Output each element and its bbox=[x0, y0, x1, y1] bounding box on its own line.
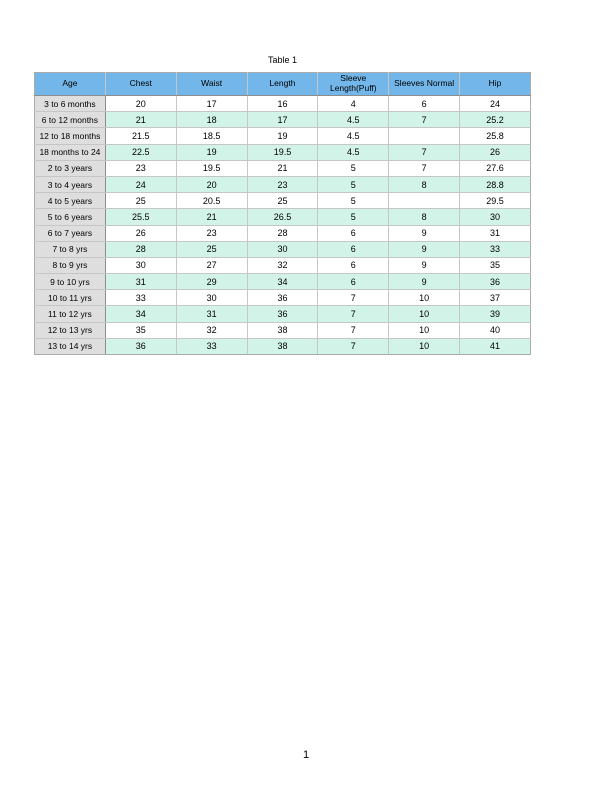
value-cell: 25.5 bbox=[105, 209, 176, 225]
value-cell: 30 bbox=[247, 241, 318, 257]
age-cell: 13 to 14 yrs bbox=[35, 338, 106, 354]
value-cell: 28 bbox=[105, 241, 176, 257]
value-cell: 9 bbox=[389, 225, 460, 241]
value-cell: 38 bbox=[247, 322, 318, 338]
value-cell: 10 bbox=[389, 322, 460, 338]
value-cell: 7 bbox=[318, 338, 389, 354]
value-cell: 6 bbox=[389, 96, 460, 112]
value-cell: 19 bbox=[247, 128, 318, 144]
value-cell: 24 bbox=[460, 96, 531, 112]
value-cell: 18 bbox=[176, 112, 247, 128]
value-cell: 10 bbox=[389, 306, 460, 322]
value-cell: 20 bbox=[105, 96, 176, 112]
value-cell: 25 bbox=[105, 193, 176, 209]
value-cell: 23 bbox=[105, 160, 176, 176]
value-cell: 36 bbox=[460, 274, 531, 290]
age-cell: 6 to 7 years bbox=[35, 225, 106, 241]
value-cell: 27 bbox=[176, 257, 247, 273]
table-header bbox=[35, 73, 531, 96]
value-cell: 5 bbox=[318, 193, 389, 209]
table-row bbox=[35, 322, 531, 338]
value-cell: 26 bbox=[105, 225, 176, 241]
value-cell: 23 bbox=[247, 176, 318, 192]
value-cell: 40 bbox=[460, 322, 531, 338]
column-header: Sleeves Normal bbox=[389, 73, 460, 96]
table-row bbox=[35, 128, 531, 144]
table-caption: Table 1 bbox=[267, 55, 298, 65]
value-cell: 36 bbox=[247, 290, 318, 306]
value-cell: 24 bbox=[105, 176, 176, 192]
age-cell: 18 months to 24 bbox=[35, 144, 106, 160]
value-cell: 5 bbox=[318, 160, 389, 176]
value-cell: 22.5 bbox=[105, 144, 176, 160]
value-cell: 21 bbox=[247, 160, 318, 176]
value-cell: 33 bbox=[460, 241, 531, 257]
table-row bbox=[35, 96, 531, 112]
value-cell: 29.5 bbox=[460, 193, 531, 209]
value-cell: 17 bbox=[247, 112, 318, 128]
value-cell: 20 bbox=[176, 176, 247, 192]
page-number: 1 bbox=[302, 749, 310, 761]
column-header: Age bbox=[35, 73, 106, 96]
column-header: Sleeve Length(Puff) bbox=[318, 73, 389, 96]
age-cell: 3 to 6 months bbox=[35, 96, 106, 112]
column-header: Hip bbox=[460, 73, 531, 96]
age-cell: 2 to 3 years bbox=[35, 160, 106, 176]
value-cell: 31 bbox=[105, 274, 176, 290]
header-row bbox=[35, 73, 531, 96]
value-cell: 26.5 bbox=[247, 209, 318, 225]
age-cell: 9 to 10 yrs bbox=[35, 274, 106, 290]
value-cell: 39 bbox=[460, 306, 531, 322]
age-cell: 7 to 8 yrs bbox=[35, 241, 106, 257]
value-cell: 4.5 bbox=[318, 144, 389, 160]
value-cell: 4 bbox=[318, 96, 389, 112]
table-row bbox=[35, 338, 531, 354]
age-cell: 12 to 18 months bbox=[35, 128, 106, 144]
value-cell: 8 bbox=[389, 209, 460, 225]
value-cell: 35 bbox=[460, 257, 531, 273]
value-cell: 32 bbox=[247, 257, 318, 273]
value-cell: 7 bbox=[318, 306, 389, 322]
value-cell: 33 bbox=[176, 338, 247, 354]
value-cell: 25.2 bbox=[460, 112, 531, 128]
table-row bbox=[35, 160, 531, 176]
value-cell: 30 bbox=[176, 290, 247, 306]
value-cell: 21 bbox=[176, 209, 247, 225]
size-chart-table bbox=[34, 72, 531, 355]
age-cell: 10 to 11 yrs bbox=[35, 290, 106, 306]
value-cell: 9 bbox=[389, 274, 460, 290]
column-header: Length bbox=[247, 73, 318, 96]
table-row bbox=[35, 241, 531, 257]
value-cell: 18.5 bbox=[176, 128, 247, 144]
value-cell: 30 bbox=[105, 257, 176, 273]
value-cell: 6 bbox=[318, 241, 389, 257]
value-cell: 7 bbox=[318, 290, 389, 306]
value-cell: 25 bbox=[176, 241, 247, 257]
age-cell: 8 to 9 yrs bbox=[35, 257, 106, 273]
value-cell: 10 bbox=[389, 290, 460, 306]
value-cell: 7 bbox=[389, 144, 460, 160]
value-cell: 34 bbox=[247, 274, 318, 290]
value-cell: 4.5 bbox=[318, 112, 389, 128]
age-cell: 6 to 12 months bbox=[35, 112, 106, 128]
value-cell: 27.6 bbox=[460, 160, 531, 176]
table-row bbox=[35, 225, 531, 241]
age-cell: 11 to 12 yrs bbox=[35, 306, 106, 322]
value-cell: 31 bbox=[176, 306, 247, 322]
value-cell: 7 bbox=[389, 160, 460, 176]
value-cell: 8 bbox=[389, 176, 460, 192]
value-cell: 36 bbox=[247, 306, 318, 322]
value-cell: 35 bbox=[105, 322, 176, 338]
table-row bbox=[35, 176, 531, 192]
column-header: Chest bbox=[105, 73, 176, 96]
age-cell: 5 to 6 years bbox=[35, 209, 106, 225]
value-cell: 5 bbox=[318, 209, 389, 225]
value-cell bbox=[389, 193, 460, 209]
value-cell: 21 bbox=[105, 112, 176, 128]
value-cell: 17 bbox=[176, 96, 247, 112]
table-row bbox=[35, 306, 531, 322]
value-cell: 28 bbox=[247, 225, 318, 241]
table-row bbox=[35, 257, 531, 273]
value-cell: 23 bbox=[176, 225, 247, 241]
value-cell: 25 bbox=[247, 193, 318, 209]
value-cell: 19.5 bbox=[247, 144, 318, 160]
value-cell: 5 bbox=[318, 176, 389, 192]
value-cell: 25.8 bbox=[460, 128, 531, 144]
age-cell: 4 to 5 years bbox=[35, 193, 106, 209]
value-cell: 32 bbox=[176, 322, 247, 338]
value-cell: 36 bbox=[105, 338, 176, 354]
value-cell: 41 bbox=[460, 338, 531, 354]
value-cell: 26 bbox=[460, 144, 531, 160]
value-cell: 7 bbox=[389, 112, 460, 128]
value-cell: 29 bbox=[176, 274, 247, 290]
value-cell: 21.5 bbox=[105, 128, 176, 144]
value-cell: 16 bbox=[247, 96, 318, 112]
table-row bbox=[35, 144, 531, 160]
value-cell bbox=[389, 128, 460, 144]
value-cell: 6 bbox=[318, 225, 389, 241]
value-cell: 19 bbox=[176, 144, 247, 160]
value-cell: 30 bbox=[460, 209, 531, 225]
age-cell: 12 to 13 yrs bbox=[35, 322, 106, 338]
table-row bbox=[35, 193, 531, 209]
table-row bbox=[35, 274, 531, 290]
value-cell: 33 bbox=[105, 290, 176, 306]
value-cell: 9 bbox=[389, 241, 460, 257]
column-header: Waist bbox=[176, 73, 247, 96]
value-cell: 20.5 bbox=[176, 193, 247, 209]
value-cell: 7 bbox=[318, 322, 389, 338]
value-cell: 38 bbox=[247, 338, 318, 354]
value-cell: 19.5 bbox=[176, 160, 247, 176]
value-cell: 6 bbox=[318, 274, 389, 290]
table-row bbox=[35, 209, 531, 225]
value-cell: 31 bbox=[460, 225, 531, 241]
value-cell: 9 bbox=[389, 257, 460, 273]
table-row bbox=[35, 112, 531, 128]
value-cell: 37 bbox=[460, 290, 531, 306]
value-cell: 34 bbox=[105, 306, 176, 322]
value-cell: 28.8 bbox=[460, 176, 531, 192]
table-body bbox=[35, 96, 531, 355]
value-cell: 10 bbox=[389, 338, 460, 354]
value-cell: 6 bbox=[318, 257, 389, 273]
value-cell: 4.5 bbox=[318, 128, 389, 144]
table-row bbox=[35, 290, 531, 306]
age-cell: 3 to 4 years bbox=[35, 176, 106, 192]
